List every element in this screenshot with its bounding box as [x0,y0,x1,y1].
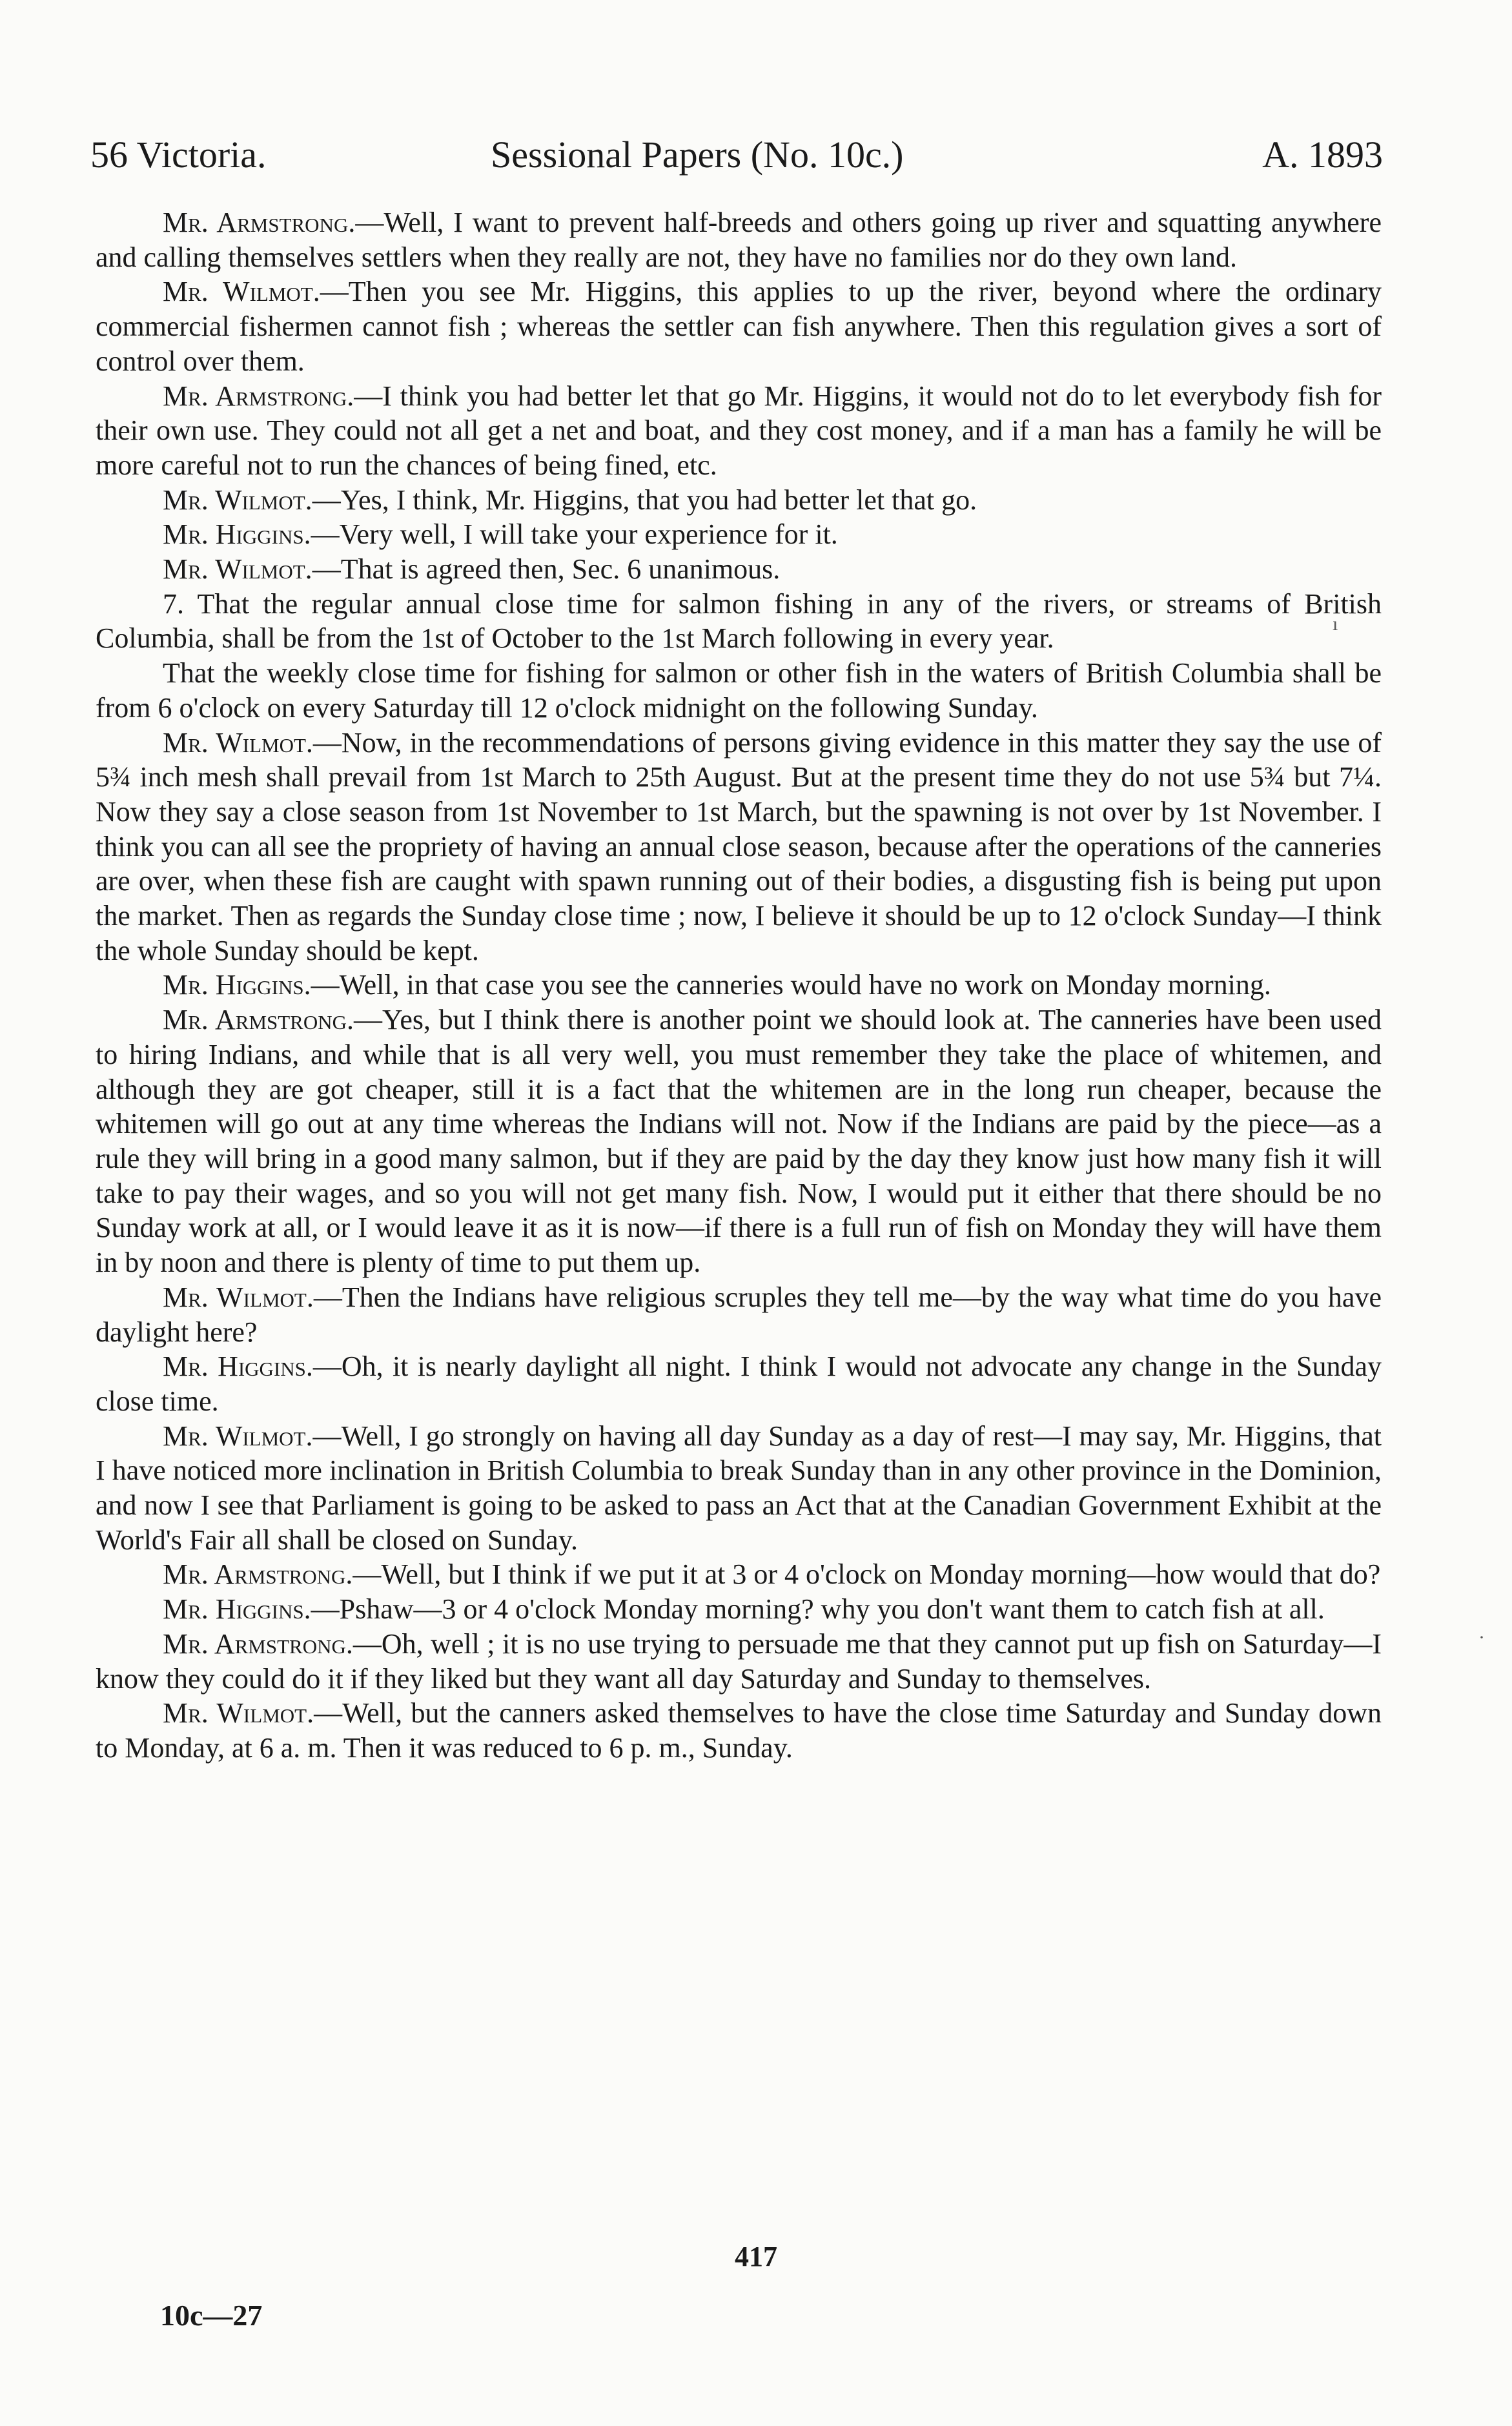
speaker-name: Mr. Higgins. [163,969,311,1001]
paragraph [96,726,1382,968]
paragraph-text: —That is agreed then, Sec. 6 unanimous. [312,553,781,586]
speaker-name: Mr. Wilmot. [163,484,312,516]
paragraph-text: —Well, in that case you see the canneries would have no work on Monday morning. [311,969,1271,1001]
paragraph [96,274,1382,378]
speaker-name: Mr. Armstrong. [163,1558,353,1591]
speaker-name: Mr. Wilmot. [163,1697,314,1729]
header-session: 56 Victoria. [90,134,267,176]
paragraph-text: —Yes, but I think there is another point we should look at. The canneries have been used to hiring Indians, and while that is all very well, you must remember they take the place of whitemen, and although they are got cheaper, still it is a fact that the whitemen are in the long run cheaper, because the whitemen will go out at any time whereas the Indians will not. Now if the Indians are paid by the piece—as a rule they will bring in a good many salmon, but if they are paid by the day they know just how many fish it will take to pay their wages, and so you will not get many fish. Now, I would put it either that there should be no Sunday work at all, or I would leave it as it is now—if there is a full run of fish on Monday they will have them in by noon and there is plenty of time to put them up. [96,1004,1382,1279]
stray-mark: ı [1333,613,1338,635]
speaker-name: Mr. Wilmot. [163,1281,314,1313]
paragraph [96,587,1382,656]
signature-mark: 10c—27 [160,2299,263,2332]
running-header [90,129,1383,181]
paragraph-text: That the weekly close time for fishing for salmon or other fish in the waters of British Columbia shall be from 6 o'clock on every Saturday till 12 o'clock midnight on the following Sunday. [96,657,1382,724]
speaker-name: Mr. Wilmot. [163,1420,313,1452]
paragraph [96,1557,1382,1592]
paragraph [96,205,1382,274]
paragraph-text: —I think you had better let that go Mr. Higgins, it would not do to let everybody fish for their own use. They could not all get a net and boat, and they cost money, and if a man has a family he will be more careful not to run the chances of being fined, etc. [96,380,1382,481]
body-text [96,205,1382,1766]
paragraph [96,552,1382,587]
paragraph-text: —Pshaw—3 or 4 o'clock Monday morning? why you don't want them to catch fish at all. [311,1593,1325,1626]
paragraph [96,517,1382,552]
paragraph [96,1003,1382,1280]
paragraph [96,656,1382,725]
paragraph-text: —Now, in the recommendations of persons giving evidence in this matter they say the use of 5¾ inch mesh shall prevail from 1st March to 25th August. But at the present time they do not use 5¾ but 7¼. Now they say a close season from 1st November to 1st March, but the spawning is not over by 1st November. I think you can all see the propriety of having an annual close season, because after the operations of the canneries are over, when these fish are caught with spawn running out of their bodies, a disgusting fish is being put upon the market. Then as regards the Sunday close time ; now, I believe it should be up to 12 o'clock Sunday—I think the whole Sunday should be kept. [96,726,1382,966]
paragraph [96,483,1382,518]
speaker-name: Mr. Wilmot. [163,726,313,759]
stray-mark: · [1478,1627,1485,1648]
speaker-name: Mr. Higgins. [163,518,311,551]
paragraph-text: —Well, I go strongly on having all day Sunday as a day of rest—I may say, Mr. Higgins, that I have noticed more inclination in British Columbia to break Sunday than in any other province in the Dominion, and now I see that Parliament is going to be asked to pass an Act that at the Canadian Government Exhibit at the World's Fair all shall be closed on Sunday. [96,1420,1382,1556]
paragraph-text: —Well, but the canners asked themselves to have the close time Saturday and Sunday down to Monday, at 6 a. m. Then it was reduced to 6 p. m., Sunday. [96,1697,1382,1764]
paragraph-text: 7. That the regular annual close time for salmon fishing in any of the rivers, or streams of British Columbia, shall be from the 1st of October to the 1st March following in every year. [96,587,1382,655]
header-year: A. 1893 [1262,134,1383,176]
paragraph [96,1696,1382,1765]
speaker-name: Mr. Armstrong. [163,207,356,238]
paragraph-text: —Oh, well ; it is no use trying to persuade me that they cannot put up fish on Saturday—I know they could do it if they liked but they want all day Saturday and Sunday to themselves. [96,1627,1382,1695]
speaker-name: Mr. Wilmot. [163,276,320,308]
speaker-name: Mr. Armstrong. [163,1004,354,1036]
paragraph-text: —Yes, I think, Mr. Higgins, that you had better let that go. [312,484,977,516]
speaker-name: Mr. Higgins. [163,1351,313,1383]
page-number: 417 [735,2241,777,2272]
paragraph [96,1280,1382,1349]
speaker-name: Mr. Armstrong. [163,380,354,412]
speaker-name: Mr. Armstrong. [163,1627,353,1660]
paragraph-text: —Well, I want to prevent half-breeds and others going up river and squatting anywhere and calling themselves settlers when they really are not, they have no families nor do they own land. [96,207,1382,273]
paragraph [96,1349,1382,1418]
paragraph-text: —Then you see Mr. Higgins, this applies to up the river, beyond where the ordinary commercial fishermen cannot fish ; whereas the settler can fish anywhere. Then this regulation gives a sort of control over them. [96,276,1382,377]
header-title: Sessional Papers (No. 10c.) [491,134,904,176]
paragraph [96,1419,1382,1558]
paragraph-text: —Very well, I will take your experience for it. [311,518,838,551]
paragraph-text: —Oh, it is nearly daylight all night. I think I would not advocate any change in the Sunday close time. [96,1351,1382,1417]
paragraph [96,968,1382,1003]
paragraph-text: —Then the Indians have religious scruples they tell me—by the way what time do you have daylight here? [96,1281,1382,1348]
speaker-name: Mr. Wilmot. [163,553,312,586]
paragraph-text: —Well, but I think if we put it at 3 or 4 o'clock on Monday morning—how would that do? [352,1558,1381,1591]
paragraph [96,1627,1382,1696]
speaker-name: Mr. Higgins. [163,1593,311,1626]
paragraph [96,1592,1382,1627]
paragraph [96,379,1382,483]
